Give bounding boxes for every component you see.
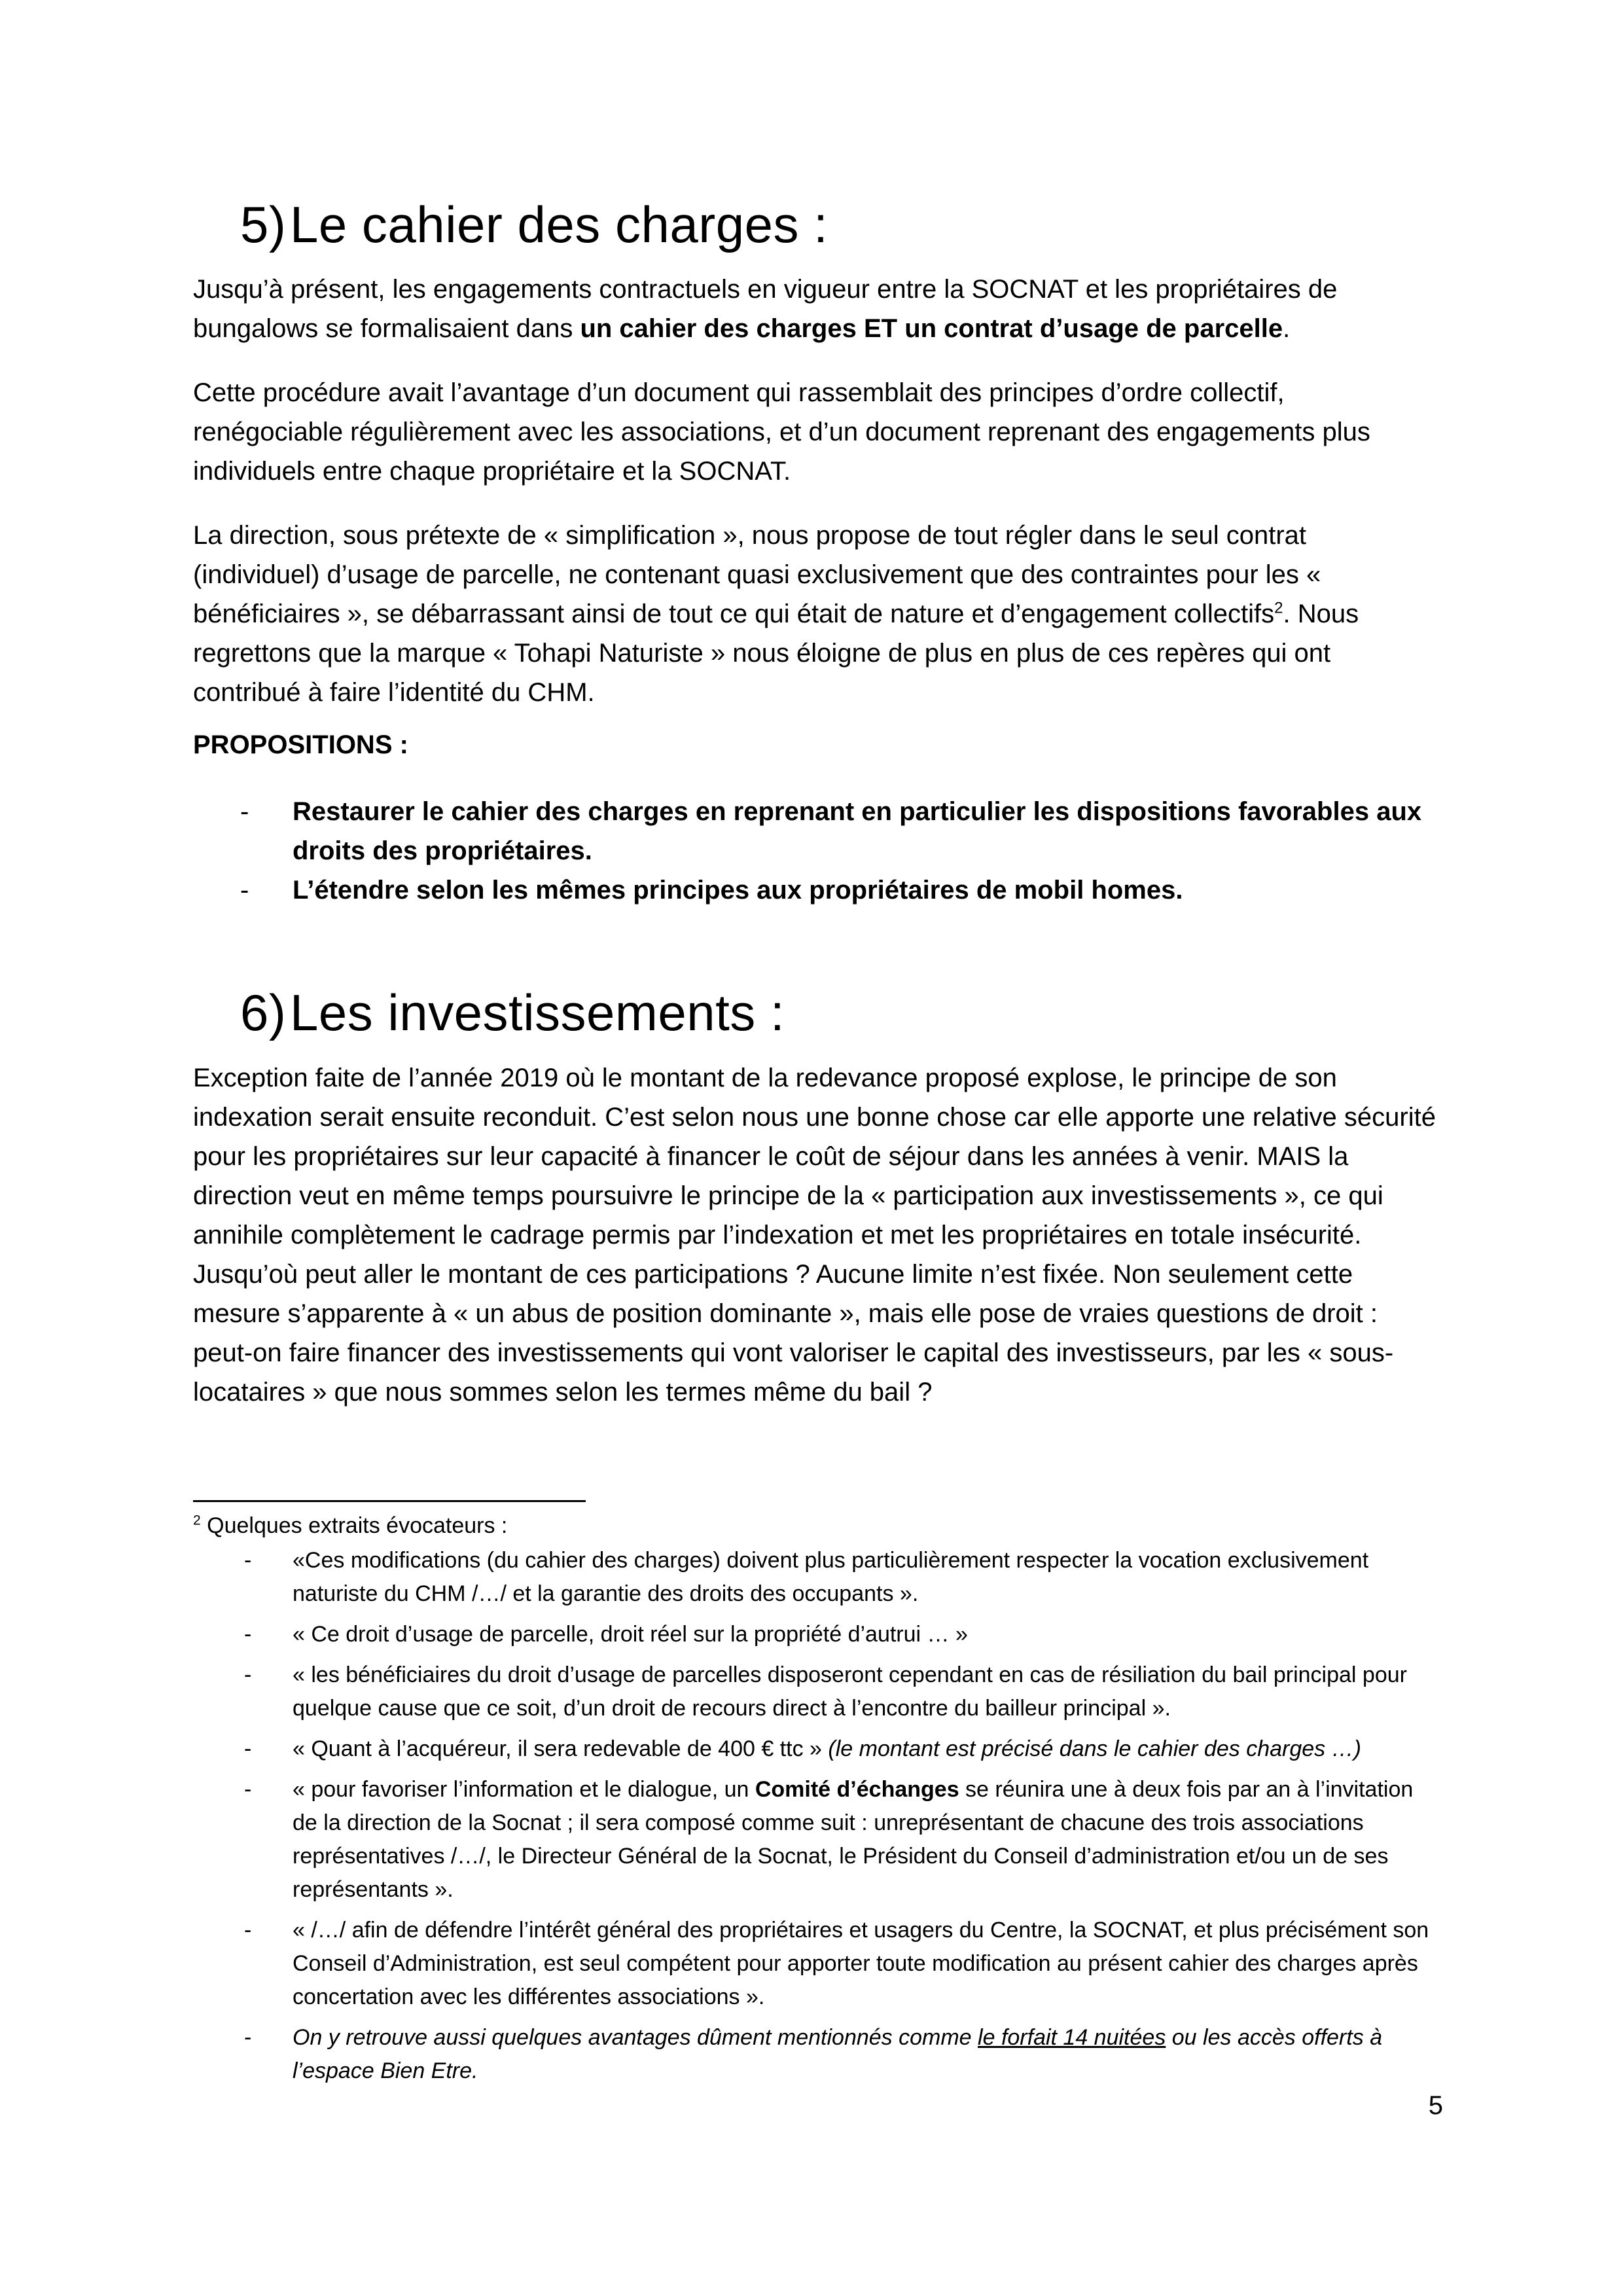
footnote-item (193, 2021, 1440, 2088)
propositions-label-text: PROPOSITIONS : (193, 730, 408, 759)
footnote-list (193, 1544, 1440, 2095)
footnote-item-text: « /…/ afin de défendre l’intérêt général des propriétaires et usagers du Centre, la SOCNAT, et plus précisément son Conseil d’Administration, est seul compétent pour apporter toute modification au présent cahier des charges après concertation avec les différentes associations ». (293, 1918, 1429, 2009)
section-6-heading (240, 983, 785, 1043)
p3-text-end: . Nous regrettons que la marque « Tohapi Naturiste » nous éloigne de plus en plus de ces repères qui ont contribué à faire l’identité du CHM. (193, 600, 1359, 707)
proposition-text: L’étendre selon les mêmes principes aux propriétaires de mobil homes. (293, 876, 1183, 905)
section-5-paragraph-2: Cette procédure avait l’avantage d’un document qui rassemblait des principes d’ordre collectif, renégociable régulièrement avec les associations, et d’un document reprenant des engagements plus individuels entre chaque propriétaire et la SOCNAT. (193, 378, 1370, 486)
footnote-item-text: « les bénéficiaires du droit d’usage de parcelles disposeront cependant en cas de résiliation du bail principal pour quelque cause que ce soit, d’un droit de recours direct à l’encontre du bailleur principal ». (293, 1662, 1407, 1721)
footnote-item (193, 1914, 1440, 2014)
footnote-item-text-end: se réunira une à deux fois par an à l’invitation de la direction de la Socnat ; il sera composé comme suit : unreprésentant de chacune des trois associations représentatives /…/, le Directeur Général de la Socnat, le Président du Conseil d’administration et/ou un de ses représentants ». (293, 1777, 1414, 1902)
section-6-number: 6) (240, 984, 287, 1041)
footnote-separator (193, 1500, 586, 1502)
list-dash: - (244, 1918, 252, 1943)
proposition-item (193, 792, 1440, 870)
page-number: 5 (1428, 2091, 1443, 2120)
section-5-title: Le cahier des charges : (290, 196, 829, 253)
section-6-title: Les investissements : (290, 984, 785, 1041)
footnote-item (193, 1659, 1440, 1725)
footnote-item-text: «Ces modifications (du cahier des charges) doivent plus particulièrement respecter la vocation exclusivement naturiste du CHM /…/ et la garantie des droits des occupants ». (293, 1548, 1369, 1606)
list-dash: - (244, 1662, 252, 1687)
list-dash: - (244, 2025, 252, 2050)
propositions-list (193, 792, 1440, 910)
footnote-item-italic: On y retrouve aussi quelques avantages dûment mentionnés comme (293, 2025, 978, 2050)
section-5-number: 5) (240, 196, 287, 253)
footnote-item-italic-end: ou les accès offerts à l’espace Bien Etre. (293, 2025, 1383, 2083)
footnote-item-text: « Ce droit d’usage de parcelle, droit réel sur la propriété d’autrui … » (293, 1622, 968, 1647)
footnote-item-text: « pour favoriser l’information et le dialogue, un (293, 1777, 755, 1802)
footnote-item-italic: (le montant est précisé dans le cahier des charges …) (828, 1736, 1361, 1761)
section-5-paragraph-3 (193, 516, 1440, 712)
footnote-marker: 2 (193, 1513, 201, 1528)
p1-bold-text: un cahier des charges ET un contrat d’usage de parcelle (580, 314, 1283, 343)
list-dash: - (244, 1777, 252, 1802)
proposition-item (193, 870, 1440, 910)
p1-end: . (1283, 314, 1291, 343)
footnote-item (193, 1773, 1440, 1907)
section-6-paragraph-1: Exception faite de l’année 2019 où le montant de la redevance proposé explose, le principe de son indexation serait ensuite reconduit. C’est selon nous une bonne chose car elle apporte une relative sécurité pour les propriétaires sur leur capacité à financer le coût de séjour dans les années à venir. MAIS la direction veut en même temps poursuivre le principe de la « participation aux investissements », ce qui annihile complètement le cadrage permis par l’indexation et met les propriétaires en totale insécurité. Jusqu’où peut aller le montant de ces participations ? Aucune limite n’est fixée. Non seulement cette mesure s’apparente à « un abus de position dominante », mais elle pose de vraies questions de droit : peut-on faire financer des investissements qui vont valoriser le capital des investisseurs, par les « sous-locataires » que nous sommes selon les termes même du bail ? (193, 1064, 1436, 1407)
section-5-heading (240, 195, 828, 255)
footnote-item-underlined: le forfait 14 nuitées (978, 2025, 1166, 2050)
list-dash: - (244, 1736, 252, 1761)
footnote-item (193, 1732, 1440, 1766)
list-dash: - (240, 797, 249, 826)
footnote-item-bold: Comité d’échanges (755, 1777, 959, 1802)
proposition-text: Restaurer le cahier des charges en reprenant en particulier les dispositions favorables aux droits des propriétaires. (293, 797, 1422, 865)
propositions-label (193, 725, 1440, 764)
footnote-ref: 2 (1274, 599, 1283, 617)
section-5-paragraph-1 (193, 270, 1440, 348)
footnote-item (193, 1618, 1440, 1651)
list-dash: - (244, 1548, 252, 1573)
p3-text: La direction, sous prétexte de « simplification », nous propose de tout régler dans le seul contrat (individuel) d’usage de parcelle, ne contenant quasi exclusivement que des contraintes pour les « bénéficiaires », se débarrassant ainsi de tout ce qui était de nature et d’engagement collectifs (193, 521, 1321, 628)
footnote-intro (193, 1509, 1440, 1543)
p1-text: Jusqu’à présent, les engagements contractuels en vigueur entre la SOCNAT et les propriétaires de bungalows se formalisaient dans (193, 275, 1338, 343)
list-dash: - (240, 876, 249, 905)
footnote-item-text: « Quant à l’acquéreur, il sera redevable de 400 € ttc » (293, 1736, 829, 1761)
footnote-item (193, 1544, 1440, 1611)
footnote-intro-text: Quelques extraits évocateurs : (200, 1513, 508, 1538)
list-dash: - (244, 1622, 252, 1647)
